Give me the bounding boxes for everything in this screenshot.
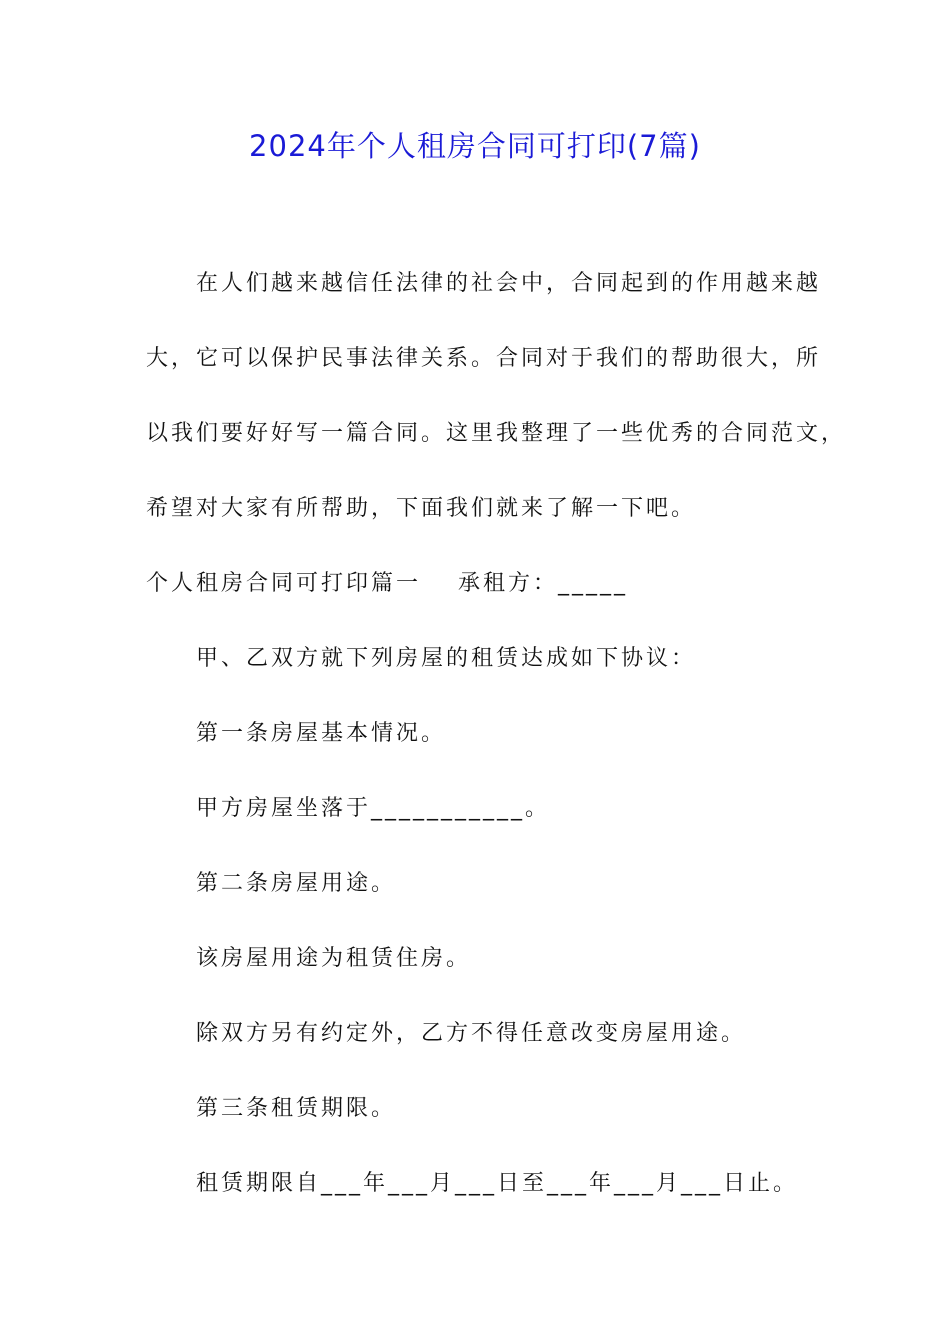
intro-line-2: 大，它可以保护民事法律关系。合同对于我们的帮助很大，所	[146, 346, 822, 371]
intro-line-4: 希望对大家有所帮助，下面我们就来了解一下吧。	[146, 496, 697, 521]
document-title: 2024年个人租房合同可打印(7篇)	[249, 129, 701, 163]
body-line-6: 除双方另有约定外，乙方不得任意改变房屋用途。	[196, 1021, 747, 1046]
body-line-7: 第三条租赁期限。	[196, 1096, 397, 1121]
body-line-1: 甲、乙双方就下列房屋的租赁达成如下协议：	[196, 646, 697, 671]
section-heading-tail: 承租方：_____	[458, 571, 629, 596]
intro-line-3: 以我们要好好写一篇合同。这里我整理了一些优秀的合同范文，	[146, 421, 847, 446]
body-line-5: 该房屋用途为租赁住房。	[196, 946, 472, 971]
section-heading: 个人租房合同可打印篇一	[146, 571, 422, 596]
body-line-4: 第二条房屋用途。	[196, 871, 397, 896]
body-line-8: 租赁期限自___年___月___日至___年___月___日止。	[196, 1171, 799, 1196]
body-line-3: 甲方房屋坐落于___________。	[196, 796, 551, 821]
intro-line-1: 在人们越来越信任法律的社会中，合同起到的作用越来越	[196, 271, 822, 296]
body-line-2: 第一条房屋基本情况。	[196, 721, 447, 746]
